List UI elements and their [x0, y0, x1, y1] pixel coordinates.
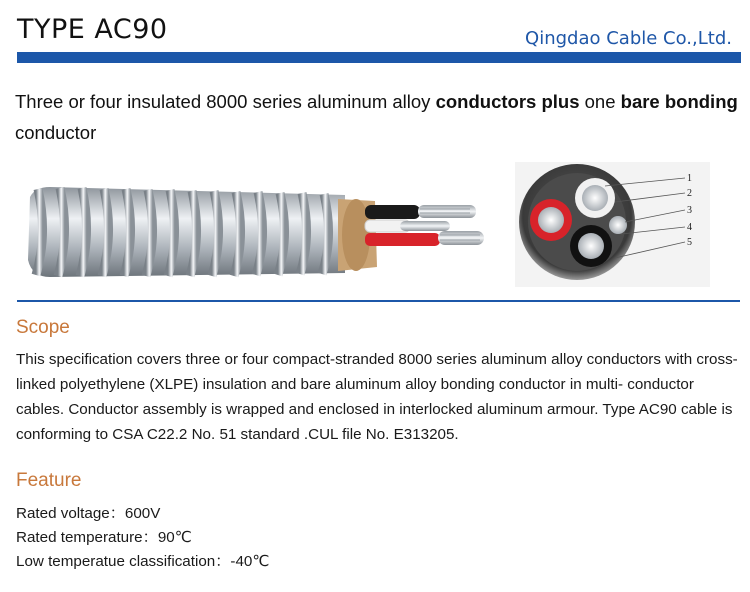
label-4: 4 [687, 222, 692, 233]
bonding-conductor [609, 216, 627, 234]
cable-illustration [20, 165, 490, 290]
scope-heading: Scope [16, 317, 70, 338]
intro-text [15, 86, 745, 148]
intro-part-1: Three or four insulated 8000 series aluminum alloy [15, 91, 436, 112]
page-title: TYPE AC90 [17, 14, 168, 45]
bare-wire-top [418, 205, 476, 218]
intro-part-4: bare bonding [620, 91, 738, 112]
feature-list [16, 502, 269, 574]
company-name: Qingdao Cable Co.,Ltd. [525, 28, 732, 49]
red-conductor [365, 233, 440, 246]
header-bar [17, 52, 741, 63]
section-divider [17, 300, 740, 302]
feature-item-low-temp: Low temperatue classification：-40℃ [16, 553, 270, 570]
bare-wire-bottom [438, 231, 484, 245]
intro-part-3: one [579, 91, 621, 112]
feature-item-temperature: Rated temperature：90℃ [16, 529, 192, 546]
label-1: 1 [687, 173, 692, 184]
label-5: 5 [687, 237, 692, 248]
label-3: 3 [687, 205, 692, 216]
intro-part-2: conductors plus [435, 91, 580, 112]
feature-heading: Feature [16, 470, 82, 491]
scope-body: This specification covers three or four compact-stranded 8000 series aluminum alloy conductors with cross-linked polyethylene (XLPE) insulation and bare aluminum alloy bonding conductor in multi- conductor cables. Conductor assembly is wrapped and enclosed in interlocked aluminum armour. Type AC90 cable is conforming to CSA C22.2 No. 51 standard .CUL file No. E313205. [16, 351, 738, 443]
black-conductor [365, 205, 420, 219]
cable-cross-section [515, 162, 710, 287]
label-2: 2 [687, 188, 692, 199]
feature-item-voltage: Rated voltage：600V [16, 505, 161, 522]
intro-part-5: conductor [15, 122, 97, 143]
